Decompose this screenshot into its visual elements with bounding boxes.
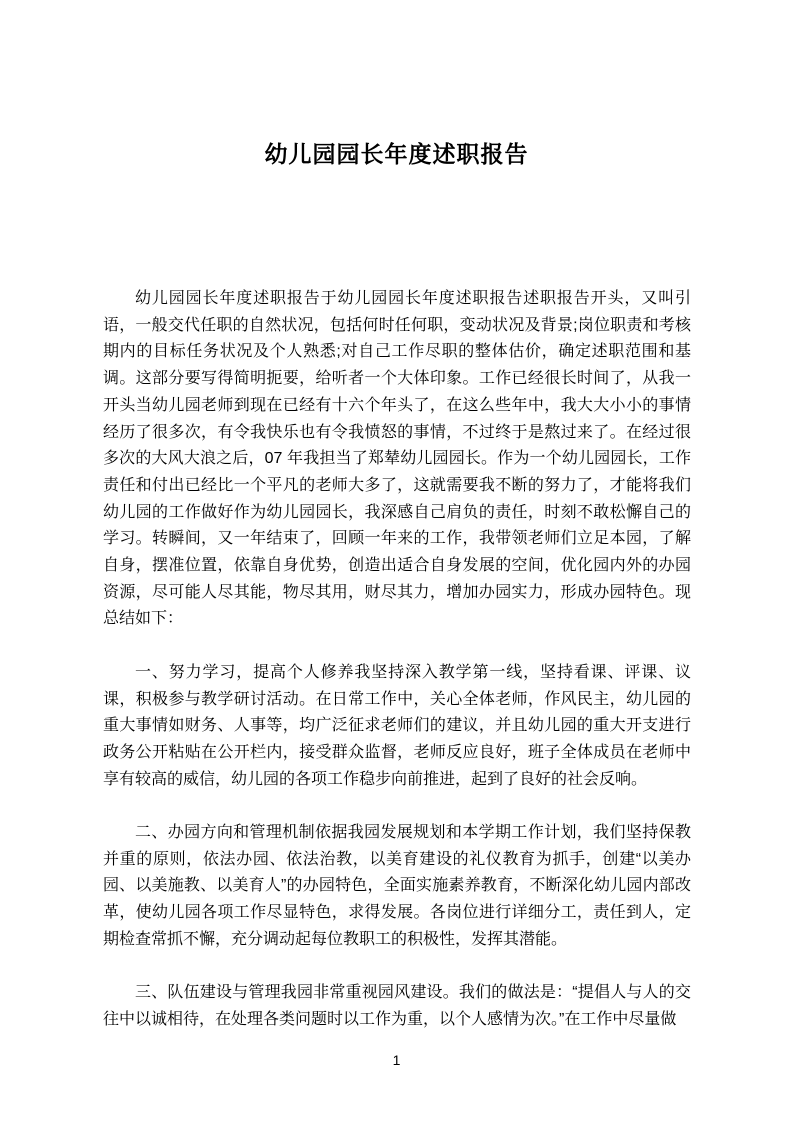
paragraph-section-2: 二、办园方向和管理机制依据我园发展规划和本学期工作计划，我们坚持保教并重的原则，依法办园、依法治教，以美育建设的礼仪教育为抓手，创建“以美办园、以美施教、以美育人”的办园特色，全面实施素养教育，不断深化幼儿园内部改革，使幼儿园各项工作尽显特色，求得发展。各岗位进行详细分工，责任到人，定期检查常抓不懈，充分调动起每位教职工的积极性，发挥其潜能。	[103, 824, 691, 948]
paragraph-section-1: 一、努力学习，提高个人修养我坚持深入教学第一线，坚持看课、评课、议课，积极参与教学研讨活动。在日常工作中，关心全体老师，作风民主，幼儿园的重大事情如财务、人事等，均广泛征求老师们的建议，并且幼儿园的重大开支进行政务公开粘贴在公开栏内，接受群众监督，老师反应良好，班子全体成员在老师中享有较高的威信，幼儿园的各项工作稳步向前推进，起到了良好的社会反响。	[103, 663, 691, 788]
paragraph-intro: 幼儿园园长年度述职报告于幼儿园园长年度述职报告述职报告开头，又叫引语，一般交代任职的自然状况，包括何时任何职，变动状况及背景;岗位职责和考核期内的目标任务状况及个人熟悉;对自己工作尽职的整体估价，确定述职范围和基调。这部分要写得简明扼要，给听者一个大体印象。工作已经很长时间了，从我一开头当幼儿园老师到现在已经有十六个年头了，在这么些年中，我大大小小的事情经历了很多次，有令我快乐也有令我愤怒的事情，不过终于是熬过来了。在经过很多次的大风大浪之后，07 年我担当了郑辇幼儿园园长。作为一个幼儿园园长，工作责任和付出已经比一个平凡的老师大多了，这就需要我不断的努力了，才能将我们幼儿园的工作做好作为幼儿园园长，我深感自己肩负的责任，时刻不敢松懈自己的学习。转瞬间，又一年结束了，回顾一年来的工作，我带领老师们立足本园，了解自身，摆准位置，依靠自身优势，创造出适合自身发展的空间，优化园内外的办园资源，尽可能人尽其能，物尽其用，财尽其力，增加办园实力，形成办园特色。现总结如下：	[103, 290, 691, 628]
page-number: 1	[392, 1052, 401, 1068]
document-body	[103, 286, 691, 1060]
document-title: 幼儿园园长年度述职报告	[264, 141, 529, 167]
paragraph-section-3: 三、队伍建设与管理我园非常重视园风建设。我们的做法是：“提倡人与人的交往中以诚相待，在处理各类问题时以工作为重，以个人感情为次。”在工作中尽量做	[103, 984, 691, 1028]
